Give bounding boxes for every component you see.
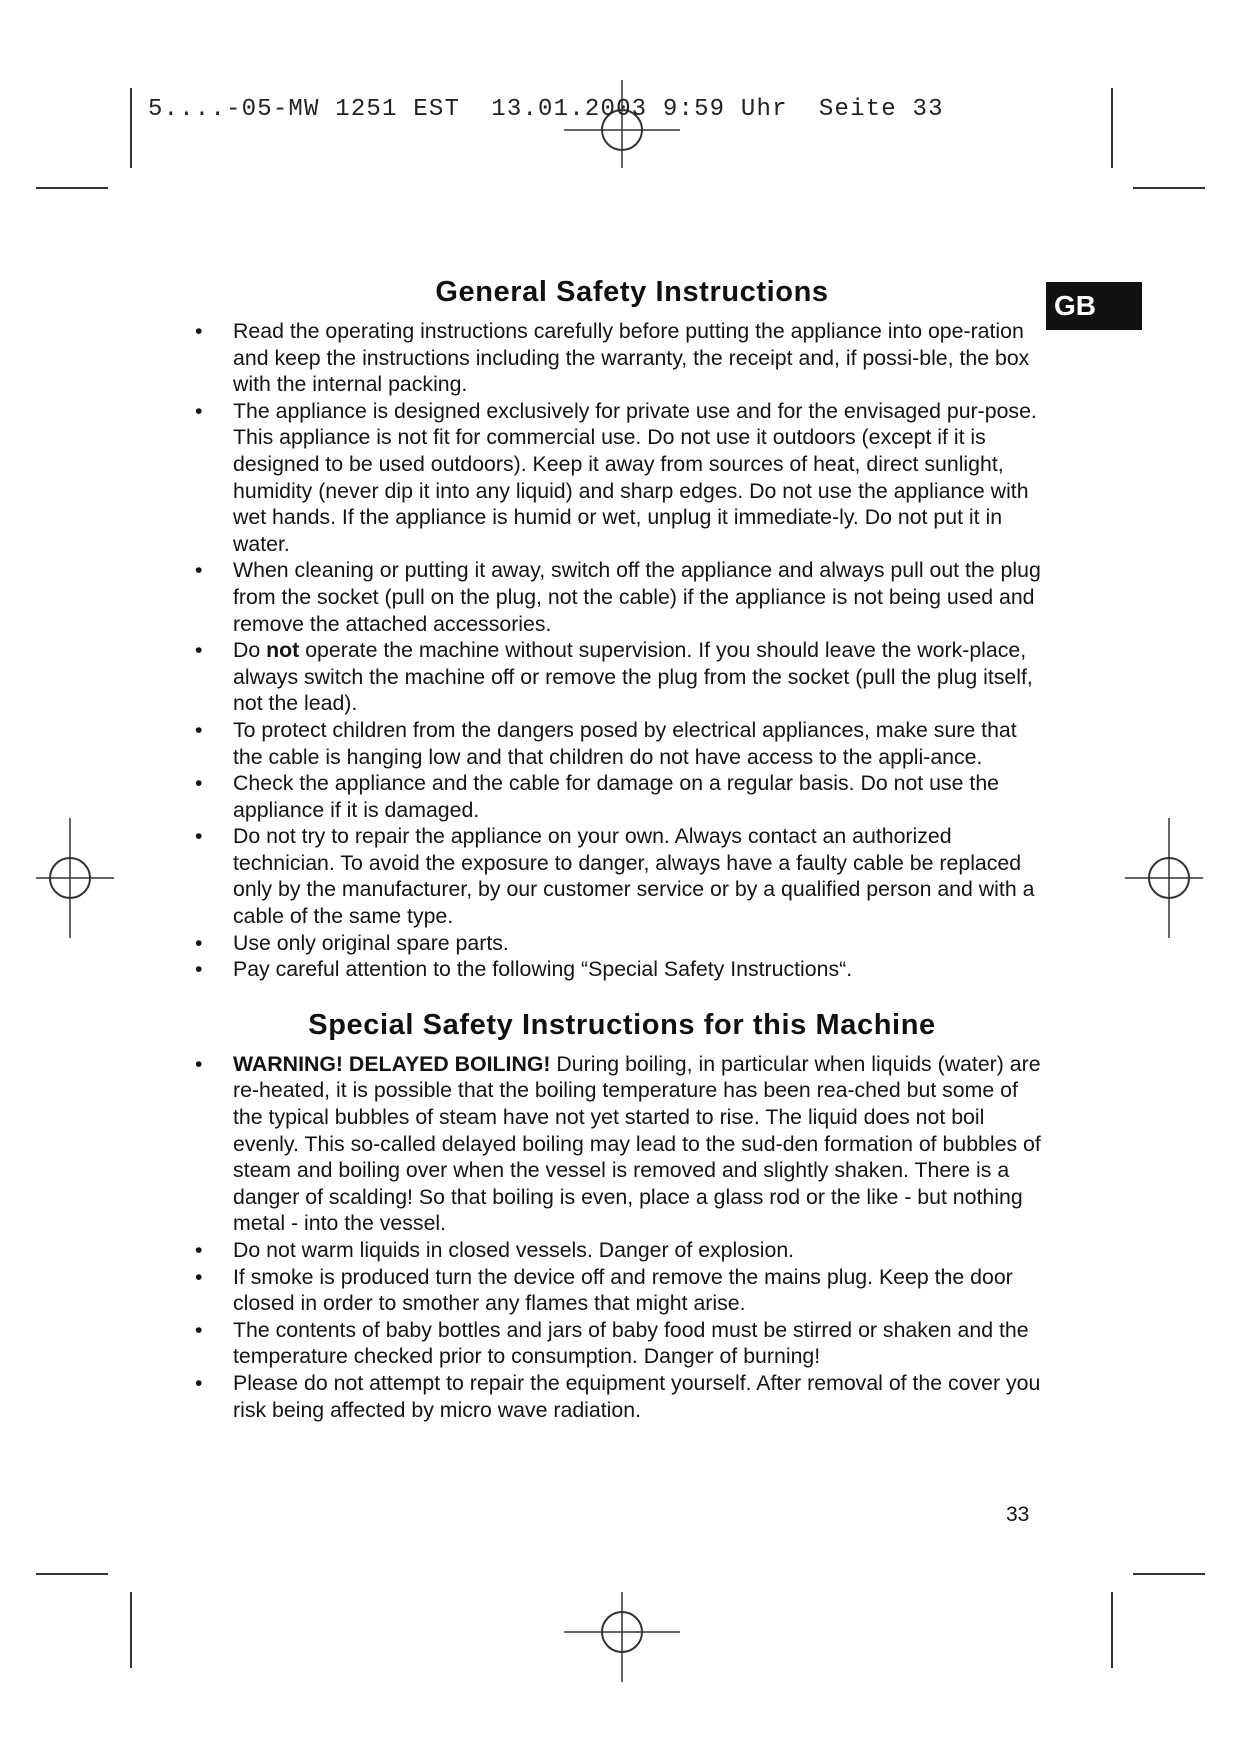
list-item: • Do not try to repair the appliance on your own. Always contact an authorized technician. To avoid the exposure to danger, always have a faulty cable be replaced only by the manufacturer, by our customer service or by a qualified person and with a cable of the same type. [192,823,1052,929]
list-item-supervision [192,637,1052,717]
list-item: • When cleaning or putting it away, switch off the appliance and always pull out the plug from the socket (pull on the plug, not the cable) if the appliance is not being used and remove the attached accessories. [192,557,1052,637]
registration-mark-right-icon [1109,818,1229,938]
registration-mark-top-icon [562,70,682,190]
crop-mark-bottom-right-vertical [1111,1592,1113,1668]
page-number: 33 [1006,1503,1030,1526]
crop-mark-top-left-horizontal [36,187,108,189]
page-content [192,272,1052,1423]
language-tab: GB [1046,282,1142,330]
list-item: • Do not warm liquids in closed vessels. Danger of explosion. [192,1237,1052,1264]
crop-mark-bottom-right-horizontal [1133,1573,1205,1575]
crop-mark-top-right-vertical [1111,88,1113,168]
special-safety-title: Special Safety Instructions for this Machine [308,1008,936,1041]
special-safety-list [192,1051,1052,1423]
crop-mark-bottom-left-horizontal [36,1573,108,1575]
supervision-bold: not [266,638,300,663]
list-item: • Use only original spare parts. [192,930,1052,957]
list-item: • The contents of baby bottles and jars of baby food must be stirred or shaken and the temperature checked prior to consumption. Danger of burning! [192,1317,1052,1370]
crop-mark-bottom-left-vertical [130,1592,132,1668]
list-item: • Pay careful attention to the following “Special Safety Instructions“. [192,956,1052,983]
supervision-prefix: Do [233,638,267,663]
list-item: • The appliance is designed exclusively for private use and for the envisaged pur-pose. This appliance is not fit for commercial use. Do not use it outdoors (except if it is designed to be used outdoors). Keep it away from sources of heat, direct sunlight, humidity (never dip it into any liquid) and sharp edges. Do not use the appliance with wet hands. If the appliance is humid or wet, unplug it immediate-ly. Do not put it in water. [192,398,1052,558]
list-item: • Please do not attempt to repair the equipment yourself. After removal of the cover you risk being affected by micro wave radiation. [192,1370,1052,1423]
general-safety-list [192,318,1052,983]
list-item: • Check the appliance and the cable for damage on a regular basis. Do not use the appliance if it is damaged. [192,770,1052,823]
warning-bold: WARNING! DELAYED BOILING! [233,1051,551,1076]
supervision-rest: operate the machine without supervision. If you should leave the work-place, always switch the machine off or remove the plug from the socket (pull the plug itself, not the lead). [233,638,1033,716]
print-slug-line: 5....-05-MW 1251 EST 13.01.2003 9:59 Uhr Seite 33 [148,96,944,123]
crop-mark-top-left-vertical [130,88,132,168]
warning-rest: During boiling, in particular when liquids (water) are re-heated, it is possible that the boiling temperature has been rea-ched but some of the typical bubbles of steam have not yet started to rise. The liquid does not boil evenly. This so-called delayed boiling may lead to the sud-den formation of bubbles of steam and boiling over when the vessel is removed and slightly shaken. There is a danger of scalding! So that boiling is even, place a glass rod or the like - but nothing metal - into the vessel. [233,1051,1041,1236]
registration-mark-bottom-icon [562,1572,682,1692]
registration-mark-left-icon [10,818,130,938]
list-item-warning [192,1051,1052,1237]
list-item: • If smoke is produced turn the device off and remove the mains plug. Keep the door closed in order to smother any flames that might arise. [192,1264,1052,1317]
list-item: • Read the operating instructions carefully before putting the appliance into ope-ration and keep the instructions including the warranty, the receipt and, if possi-ble, the box with the internal packing. [192,318,1052,398]
crop-mark-top-right-horizontal [1133,187,1205,189]
general-safety-title: General Safety Instructions [435,276,829,308]
list-item: • To protect children from the dangers posed by electrical appliances, make sure that the cable is hanging low and that children do not have access to the appli-ance. [192,717,1052,770]
